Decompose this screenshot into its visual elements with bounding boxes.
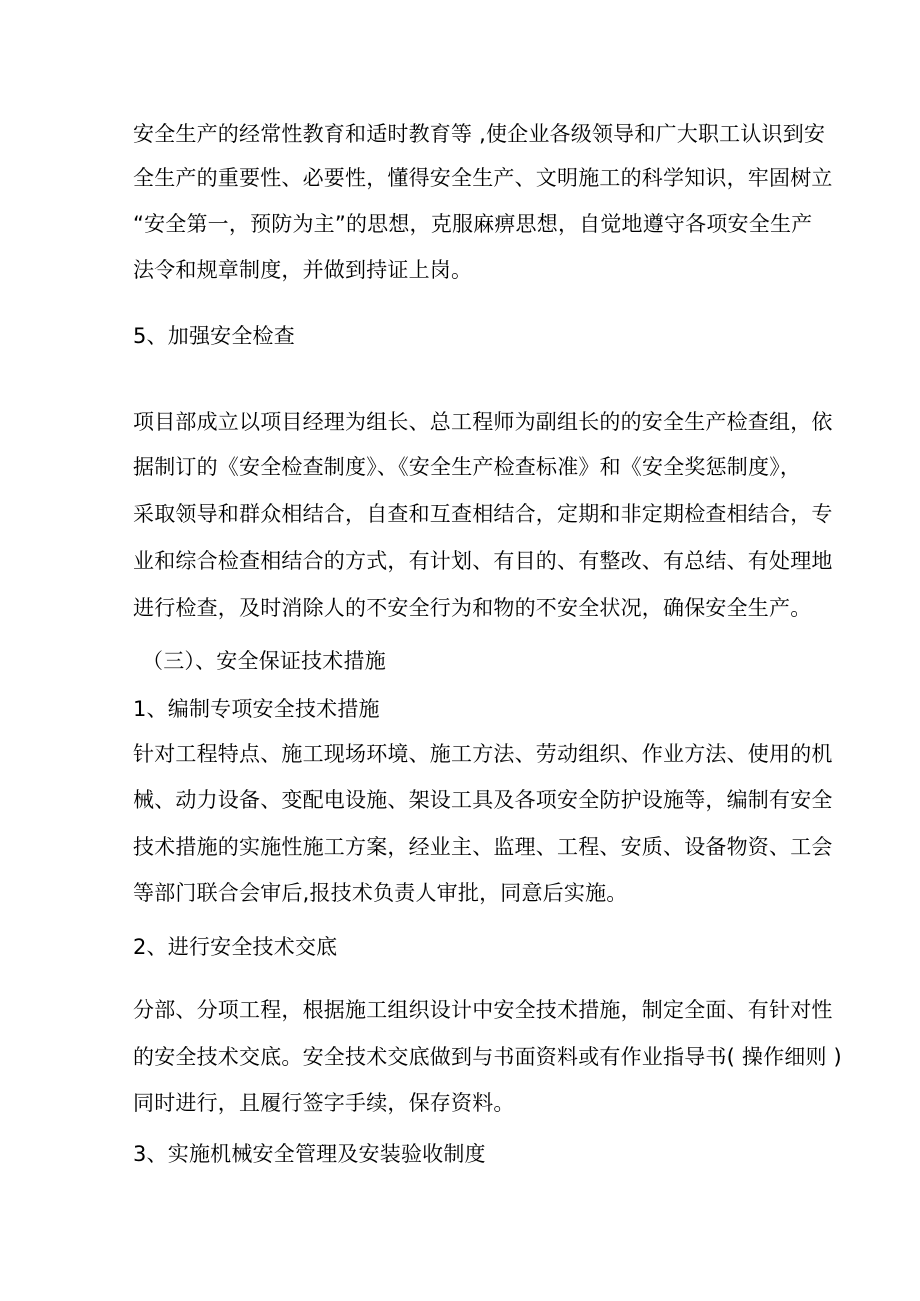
- para1-line-3: “安全第一，预防为主”的思想，克服麻痹思想，自觉地遵守各项安全生产: [133, 212, 813, 236]
- para1-line-4: 法令和规章制度，并做到持证上岗。: [133, 258, 473, 282]
- section-3-heading: （三）、安全保证技术措施: [142, 649, 386, 673]
- para4-line-1: 分部、分项工程，根据施工组织设计中安全技术措施，制定全面、有针对性: [133, 998, 833, 1022]
- para1-line-1: 安全生产的经常性教育和适时教育等 ,使企业各级领导和广大职工认识到安: [133, 122, 826, 146]
- heading-2: 2、进行安全技术交底: [133, 935, 338, 959]
- para3-line-2: 械、动力设备、变配电设施、架设工具及各项安全防护设施等，编制有安全: [133, 788, 833, 812]
- para2-line-1: 项目部成立以项目经理为组长、总工程师为副组长的的安全生产检查组，依: [133, 410, 833, 434]
- para2-line-3: 采取领导和群众相结合，自查和互查相结合，定期和非定期检查相结合，专: [133, 502, 833, 526]
- heading-1: 1、编制专项安全技术措施: [133, 697, 380, 721]
- para1-line-2: 全生产的重要性、必要性，懂得安全生产、文明施工的科学知识，牢固树立: [133, 166, 833, 190]
- heading-5: 5、加强安全检查: [133, 324, 295, 348]
- para4-line-2: 的安全技术交底。安全技术交底做到与书面资料或有作业指导书( 操作细则 ): [133, 1045, 842, 1069]
- heading-3: 3、实施机械安全管理及安装验收制度: [133, 1142, 486, 1166]
- para3-line-1: 针对工程特点、施工现场环境、施工方法、劳动组织、作业方法、使用的机: [133, 742, 833, 766]
- para3-line-3: 技术措施的实施性施工方案，经业主、监理、工程、安质、设备物资、工会: [133, 835, 833, 859]
- para2-line-5: 进行检查，及时消除人的不安全行为和物的不安全状况，确保安全生产。: [133, 596, 812, 620]
- para2-line-2: 据制订的《安全检查制度》、《安全生产检查标准》和《安全奖惩制度》，: [133, 455, 802, 479]
- para4-line-3: 同时进行，且履行签字手续，保存资料。: [133, 1091, 515, 1115]
- para2-line-4: 业和综合检查相结合的方式，有计划、有目的、有整改、有总结、有处理地: [133, 549, 833, 573]
- para3-line-4: 等部门联合会审后,报技术负责人审批，同意后实施。: [133, 881, 628, 905]
